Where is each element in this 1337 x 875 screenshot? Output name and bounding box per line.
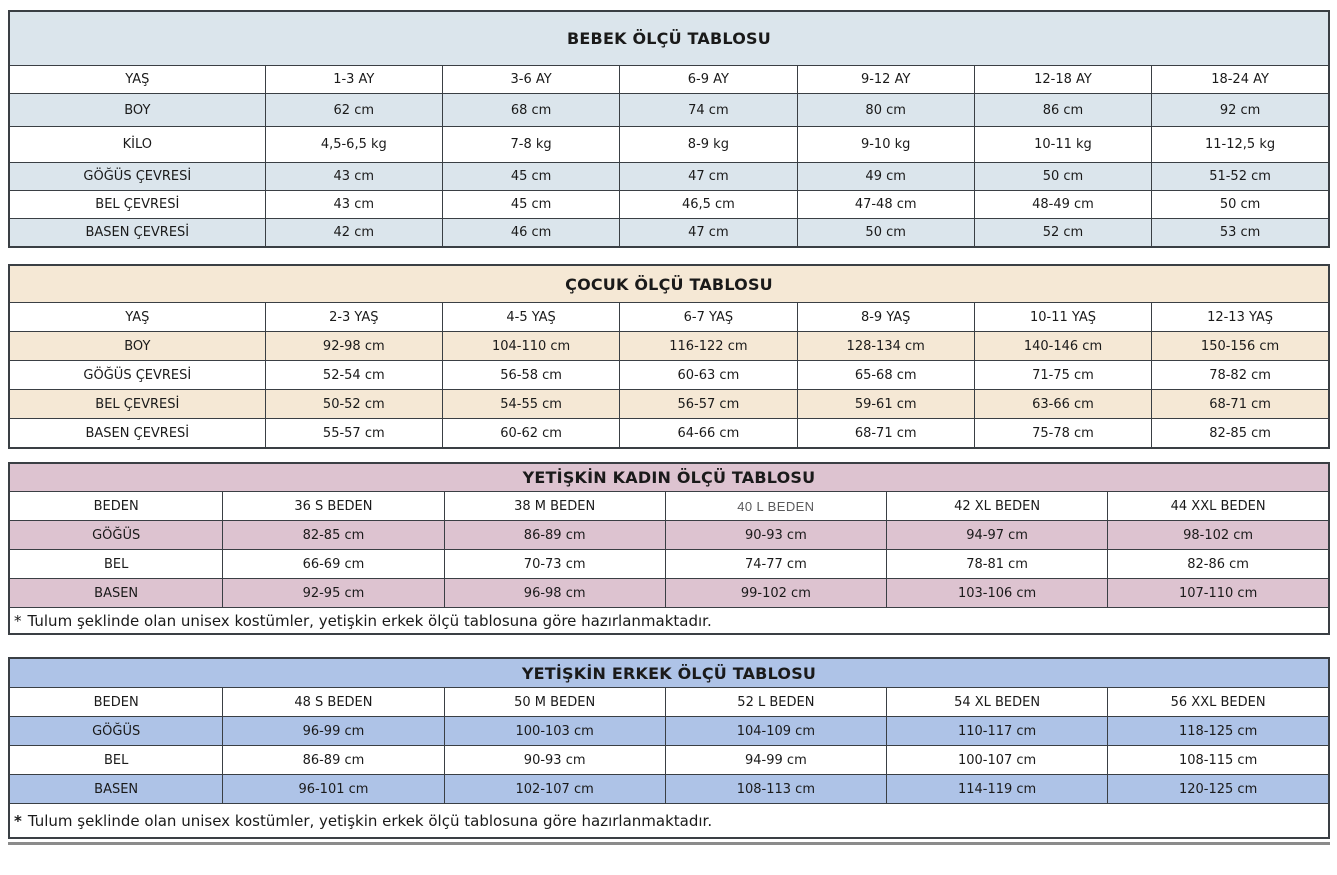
value-cell: 56-57 cm	[620, 390, 797, 419]
value-cell: 47 cm	[620, 163, 797, 191]
value-cell: 104-109 cm	[665, 717, 886, 746]
value-cell: 59-61 cm	[797, 390, 974, 419]
table-row	[9, 521, 1329, 550]
value-cell: 70-73 cm	[444, 550, 665, 579]
table-title: BEBEK ÖLÇÜ TABLOSU	[9, 11, 1329, 66]
value-cell: 10-11 kg	[974, 127, 1151, 163]
value-cell: 92-95 cm	[223, 579, 444, 608]
table-row	[9, 775, 1329, 804]
row-label-cell: YAŞ	[9, 66, 265, 94]
table-body	[9, 688, 1329, 839]
table-row	[9, 492, 1329, 521]
table-row	[9, 66, 1329, 94]
value-cell: 50-52 cm	[265, 390, 442, 419]
value-cell: 63-66 cm	[974, 390, 1151, 419]
table-row	[9, 191, 1329, 219]
value-cell: 42 cm	[265, 219, 442, 248]
table-row	[9, 361, 1329, 390]
row-label-cell: BEDEN	[9, 492, 223, 521]
value-cell: 36 S BEDEN	[223, 492, 444, 521]
value-cell: 68 cm	[442, 94, 619, 127]
row-label-cell: BEL	[9, 746, 223, 775]
value-cell: 90-93 cm	[665, 521, 886, 550]
value-cell: 12-13 YAŞ	[1152, 303, 1329, 332]
value-cell: 78-81 cm	[886, 550, 1107, 579]
footnote-row	[9, 608, 1329, 635]
value-cell: 102-107 cm	[444, 775, 665, 804]
value-cell: 66-69 cm	[223, 550, 444, 579]
row-label-cell: BEL	[9, 550, 223, 579]
value-cell: 140-146 cm	[974, 332, 1151, 361]
baby-size-table-grid	[8, 10, 1330, 248]
footnote	[9, 608, 1329, 635]
value-cell: 150-156 cm	[1152, 332, 1329, 361]
value-cell: 3-6 AY	[442, 66, 619, 94]
value-cell: 92-98 cm	[265, 332, 442, 361]
table-row	[9, 332, 1329, 361]
value-cell: 110-117 cm	[886, 717, 1107, 746]
value-cell: 75-78 cm	[974, 419, 1151, 449]
row-label-cell: BOY	[9, 332, 265, 361]
value-cell: 116-122 cm	[620, 332, 797, 361]
value-cell: 56 XXL BEDEN	[1108, 688, 1329, 717]
table-row	[9, 303, 1329, 332]
value-cell: 48-49 cm	[974, 191, 1151, 219]
value-cell: 92 cm	[1152, 94, 1329, 127]
row-label-cell: GÖĞÜS ÇEVRESİ	[9, 163, 265, 191]
value-cell: 18-24 AY	[1152, 66, 1329, 94]
value-cell: 51-52 cm	[1152, 163, 1329, 191]
value-cell: 54 XL BEDEN	[886, 688, 1107, 717]
row-label-cell: BEL ÇEVRESİ	[9, 390, 265, 419]
value-cell: 50 cm	[974, 163, 1151, 191]
value-cell: 62 cm	[265, 94, 442, 127]
value-cell: 38 M BEDEN	[444, 492, 665, 521]
value-cell: 45 cm	[442, 163, 619, 191]
value-cell: 10-11 YAŞ	[974, 303, 1151, 332]
value-cell: 11-12,5 kg	[1152, 127, 1329, 163]
row-label-cell: BOY	[9, 94, 265, 127]
value-cell: 46 cm	[442, 219, 619, 248]
men-size-table	[8, 657, 1330, 839]
row-label-cell: BASEN	[9, 579, 223, 608]
value-cell: 68-71 cm	[797, 419, 974, 449]
value-cell: 46,5 cm	[620, 191, 797, 219]
value-cell: 8-9 kg	[620, 127, 797, 163]
value-cell: 96-98 cm	[444, 579, 665, 608]
value-cell: 74 cm	[620, 94, 797, 127]
footnote	[9, 804, 1329, 839]
value-cell: 108-115 cm	[1108, 746, 1329, 775]
table-row	[9, 94, 1329, 127]
value-cell: 9-10 kg	[797, 127, 974, 163]
row-label-cell: GÖĞÜS	[9, 717, 223, 746]
footnote-marker: *	[14, 611, 22, 630]
value-cell: 60-63 cm	[620, 361, 797, 390]
value-cell: 78-82 cm	[1152, 361, 1329, 390]
value-cell: 44 XXL BEDEN	[1108, 492, 1329, 521]
value-cell: 99-102 cm	[665, 579, 886, 608]
value-cell: 2-3 YAŞ	[265, 303, 442, 332]
child-size-table-grid	[8, 264, 1330, 449]
value-cell: 45 cm	[442, 191, 619, 219]
value-cell: 82-86 cm	[1108, 550, 1329, 579]
women-size-table	[8, 462, 1330, 635]
value-cell: 42 XL BEDEN	[886, 492, 1107, 521]
value-cell: 90-93 cm	[444, 746, 665, 775]
value-cell: 4-5 YAŞ	[442, 303, 619, 332]
value-cell: 49 cm	[797, 163, 974, 191]
table-row	[9, 688, 1329, 717]
value-cell: 12-18 AY	[974, 66, 1151, 94]
value-cell: 120-125 cm	[1108, 775, 1329, 804]
women-size-table-grid	[8, 462, 1330, 635]
value-cell: 96-99 cm	[223, 717, 444, 746]
row-label-cell: KİLO	[9, 127, 265, 163]
table-title-row	[9, 658, 1329, 688]
men-size-table-grid	[8, 657, 1330, 839]
table-row	[9, 746, 1329, 775]
value-cell: 94-99 cm	[665, 746, 886, 775]
value-cell: 128-134 cm	[797, 332, 974, 361]
value-cell: 104-110 cm	[442, 332, 619, 361]
table-row	[9, 390, 1329, 419]
value-cell: 98-102 cm	[1108, 521, 1329, 550]
value-cell: 86-89 cm	[223, 746, 444, 775]
child-size-table	[8, 264, 1330, 449]
table-row	[9, 127, 1329, 163]
table-title: YETİŞKİN KADIN ÖLÇÜ TABLOSU	[9, 463, 1329, 492]
row-label-cell: BEL ÇEVRESİ	[9, 191, 265, 219]
table-row	[9, 550, 1329, 579]
table-row	[9, 163, 1329, 191]
value-cell: 8-9 YAŞ	[797, 303, 974, 332]
value-cell: 7-8 kg	[442, 127, 619, 163]
value-cell: 53 cm	[1152, 219, 1329, 248]
footnote-marker: *	[14, 811, 22, 830]
table-row	[9, 579, 1329, 608]
value-cell: 71-75 cm	[974, 361, 1151, 390]
value-cell: 86-89 cm	[444, 521, 665, 550]
table-body	[9, 66, 1329, 248]
value-cell: 114-119 cm	[886, 775, 1107, 804]
value-cell: 64-66 cm	[620, 419, 797, 449]
table-row	[9, 219, 1329, 248]
footnote-text: Tulum şeklinde olan unisex kostümler, yetişkin erkek ölçü tablosuna göre hazırlanmaktadır.	[27, 611, 712, 630]
value-cell: 100-107 cm	[886, 746, 1107, 775]
value-cell: 52 cm	[974, 219, 1151, 248]
table-title-row	[9, 11, 1329, 66]
value-cell: 108-113 cm	[665, 775, 886, 804]
value-cell: 50 M BEDEN	[444, 688, 665, 717]
value-cell: 47 cm	[620, 219, 797, 248]
table-row	[9, 419, 1329, 449]
value-cell: 82-85 cm	[1152, 419, 1329, 449]
row-label-cell: BASEN ÇEVRESİ	[9, 419, 265, 449]
value-cell: 52 L BEDEN	[665, 688, 886, 717]
value-cell: 6-7 YAŞ	[620, 303, 797, 332]
value-cell: 80 cm	[797, 94, 974, 127]
page-bottom-divider	[8, 842, 1330, 845]
value-cell: 107-110 cm	[1108, 579, 1329, 608]
value-cell: 82-85 cm	[223, 521, 444, 550]
table-row	[9, 717, 1329, 746]
footnote-row	[9, 804, 1329, 839]
value-cell: 100-103 cm	[444, 717, 665, 746]
value-cell: 54-55 cm	[442, 390, 619, 419]
value-cell: 50 cm	[797, 219, 974, 248]
value-cell: 1-3 AY	[265, 66, 442, 94]
value-cell: 47-48 cm	[797, 191, 974, 219]
value-cell: 103-106 cm	[886, 579, 1107, 608]
value-cell: 96-101 cm	[223, 775, 444, 804]
table-title-row	[9, 265, 1329, 303]
row-label-cell: GÖĞÜS	[9, 521, 223, 550]
value-cell: 94-97 cm	[886, 521, 1107, 550]
value-cell: 55-57 cm	[265, 419, 442, 449]
value-cell: 74-77 cm	[665, 550, 886, 579]
value-cell: 4,5-6,5 kg	[265, 127, 442, 163]
table-title: ÇOCUK ÖLÇÜ TABLOSU	[9, 265, 1329, 303]
value-cell: 65-68 cm	[797, 361, 974, 390]
row-label-cell: GÖĞÜS ÇEVRESİ	[9, 361, 265, 390]
value-cell: 52-54 cm	[265, 361, 442, 390]
table-title: YETİŞKİN ERKEK ÖLÇÜ TABLOSU	[9, 658, 1329, 688]
footnote-text: Tulum şeklinde olan unisex kostümler, yetişkin erkek ölçü tablosuna göre hazırlanmaktadır.	[27, 811, 713, 830]
value-cell: 50 cm	[1152, 191, 1329, 219]
value-cell: 60-62 cm	[442, 419, 619, 449]
value-cell: 43 cm	[265, 163, 442, 191]
value-cell: 48 S BEDEN	[223, 688, 444, 717]
table-title-row	[9, 463, 1329, 492]
row-label-cell: YAŞ	[9, 303, 265, 332]
value-cell: 43 cm	[265, 191, 442, 219]
row-label-cell: BASEN	[9, 775, 223, 804]
value-cell: 40 L BEDEN	[665, 492, 886, 521]
value-cell: 68-71 cm	[1152, 390, 1329, 419]
value-cell: 6-9 AY	[620, 66, 797, 94]
value-cell: 56-58 cm	[442, 361, 619, 390]
value-cell: 86 cm	[974, 94, 1151, 127]
table-body	[9, 492, 1329, 635]
value-cell: 118-125 cm	[1108, 717, 1329, 746]
baby-size-table	[8, 10, 1330, 248]
row-label-cell: BASEN ÇEVRESİ	[9, 219, 265, 248]
value-cell: 9-12 AY	[797, 66, 974, 94]
table-body	[9, 303, 1329, 449]
row-label-cell: BEDEN	[9, 688, 223, 717]
